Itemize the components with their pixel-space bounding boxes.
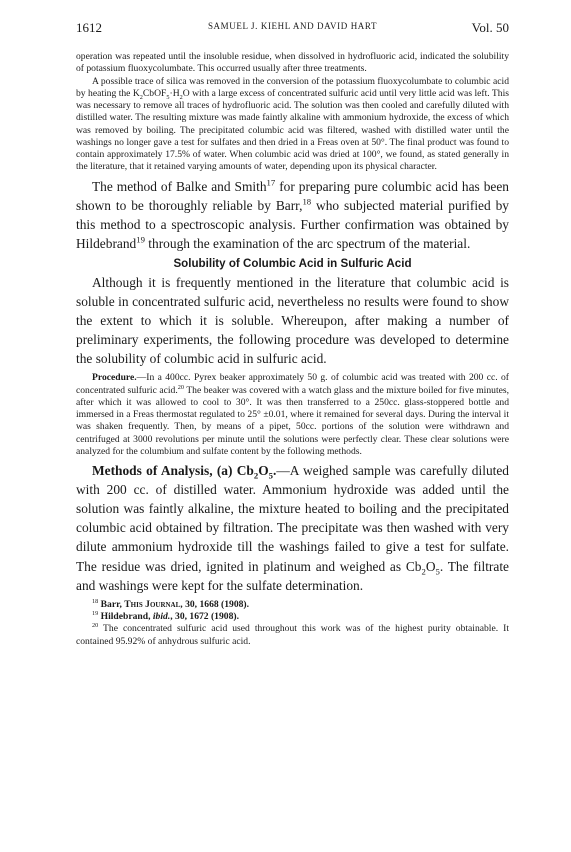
article-body [76, 51, 509, 648]
methods-runin-head: Methods of Analysis, (a) $Cb_2O_5$. [92, 463, 277, 481]
volume-label: Vol. 50 [471, 20, 509, 35]
footnote-19: $^{19}$ Hildebrand, ibid., 30, 1672 (1908). [92, 609, 239, 623]
footnote-ref: 17 [266, 177, 276, 188]
footnotes [76, 599, 509, 648]
running-head: SAMUEL J. KIEHL AND DAVID HART [207, 21, 378, 31]
paragraph-balke-smith-method: The method of Balke and Smith$^{17}$ for preparing pure columbic acid has been shown to be thoroughly reliable by Barr,$^{18}$ who subjected material purified by this method to a spectroscopic analysis. Further confirmation was obtained by Hildebrand$^{19}$ through the examination of the arc spectrum of the material. [76, 177, 510, 251]
paragraph-solubility-intro: Although it is frequently mentioned in the literature that columbic acid is soluble in concentrated sulfuric acid, nevertheless no results were found to show the extent to which it is soluble. Whereupon, after making a number of preliminary experiments, the following procedure was developed to determine the solubility of columbic acid in sulfuric acid. [76, 274, 509, 367]
footnote-18: $^{18}$ Barr, This Journal, 30, 1668 (1908). [92, 597, 250, 610]
footnote-ref: 18 [302, 196, 312, 207]
footnote-ref: 19 [136, 234, 145, 245]
paragraph-silica-removal: A possible trace of silica was removed in the conversion of the potassium fluoxycolumbate to columbic acid by heating the $K_2CbOF_5\cdot H_2O$ with a large excess of concentrated sulfuric acid until very little acid was left. This was necessary to remove all traces of hydrofluoric acid. The solution was then cooled and carefully diluted with distilled water. The resulting mixture was made faintly alkaline with ammonium hydroxide, the excess of which was removed by boiling. The precipitated columbic acid was filtered, washed with distilled water until the washings no longer gave a test for sulfates and then dried in a Freas oven at 50°. The final product was found to contain approximately 17.5% of water. When columbic acid was dried at 100°, we found, as stated generally in the literature, that it retained varying amounts of water, depending upon its physical character. [76, 75, 509, 173]
page-header [76, 20, 509, 40]
section-heading: Solubility of Columbic Acid in Sulfuric Acid [173, 256, 412, 270]
page-number: 1612 [76, 20, 102, 35]
footnote-20: $^{20}$ The concentrated sulfuric acid used throughout this work was of the highest purity obtainable. It contained 95.92% of anhydrous sulfuric acid. [76, 622, 509, 647]
procedure-runin-head: Procedure. [92, 372, 137, 384]
footnote-ref: 20 [177, 383, 184, 391]
paragraph-methods-of-analysis: Methods of Analysis, (a) $Cb_2O_5.—A$ weighed sample was carefully diluted with 200 cc. of distilled water. Ammonium hydroxide was added until the solution was faintly alkaline, the mixture heated to boiling and the precipitated columbic acid obtained by filtration. The precipitate was then washed with very dilute ammonium hydroxide till the washings failed to give a test for sulfate. The residue was dried, ignited in platinum and weighed as $Cb_2O_5$. The filtrate and washings were kept for the sulfate determination. [76, 463, 509, 593]
paragraph-continued: operation was repeated until the insoluble residue, when dissolved in hydrofluoric acid, indicated the solubility of potassium fluoxycolumbate. This occurred usually after three treatments. [76, 51, 509, 75]
paragraph-procedure: Procedure.—In a 400cc. Pyrex beaker approximately 50 g. of columbic acid was treated with 200 cc. of concentrated sulfuric acid.$^{20}$ The beaker was covered with a watch glass and the mixture boiled for five minutes, after which it was allowed to cool to 30°. It was then transferred to a 250cc. glass-stoppered bottle and immersed in a Freas thermostat regulated to 25° ±0.01, where it remained for several days. During the interval it was shaken frequently. Then, by means of a pipet, 50cc. portions of the solution were withdrawn and centrifuged at 3000 revolutions per minute until the solutions were perfectly clear. These clear solutions were analyzed for the columbium and sulfate content by the following methods. [76, 372, 510, 457]
